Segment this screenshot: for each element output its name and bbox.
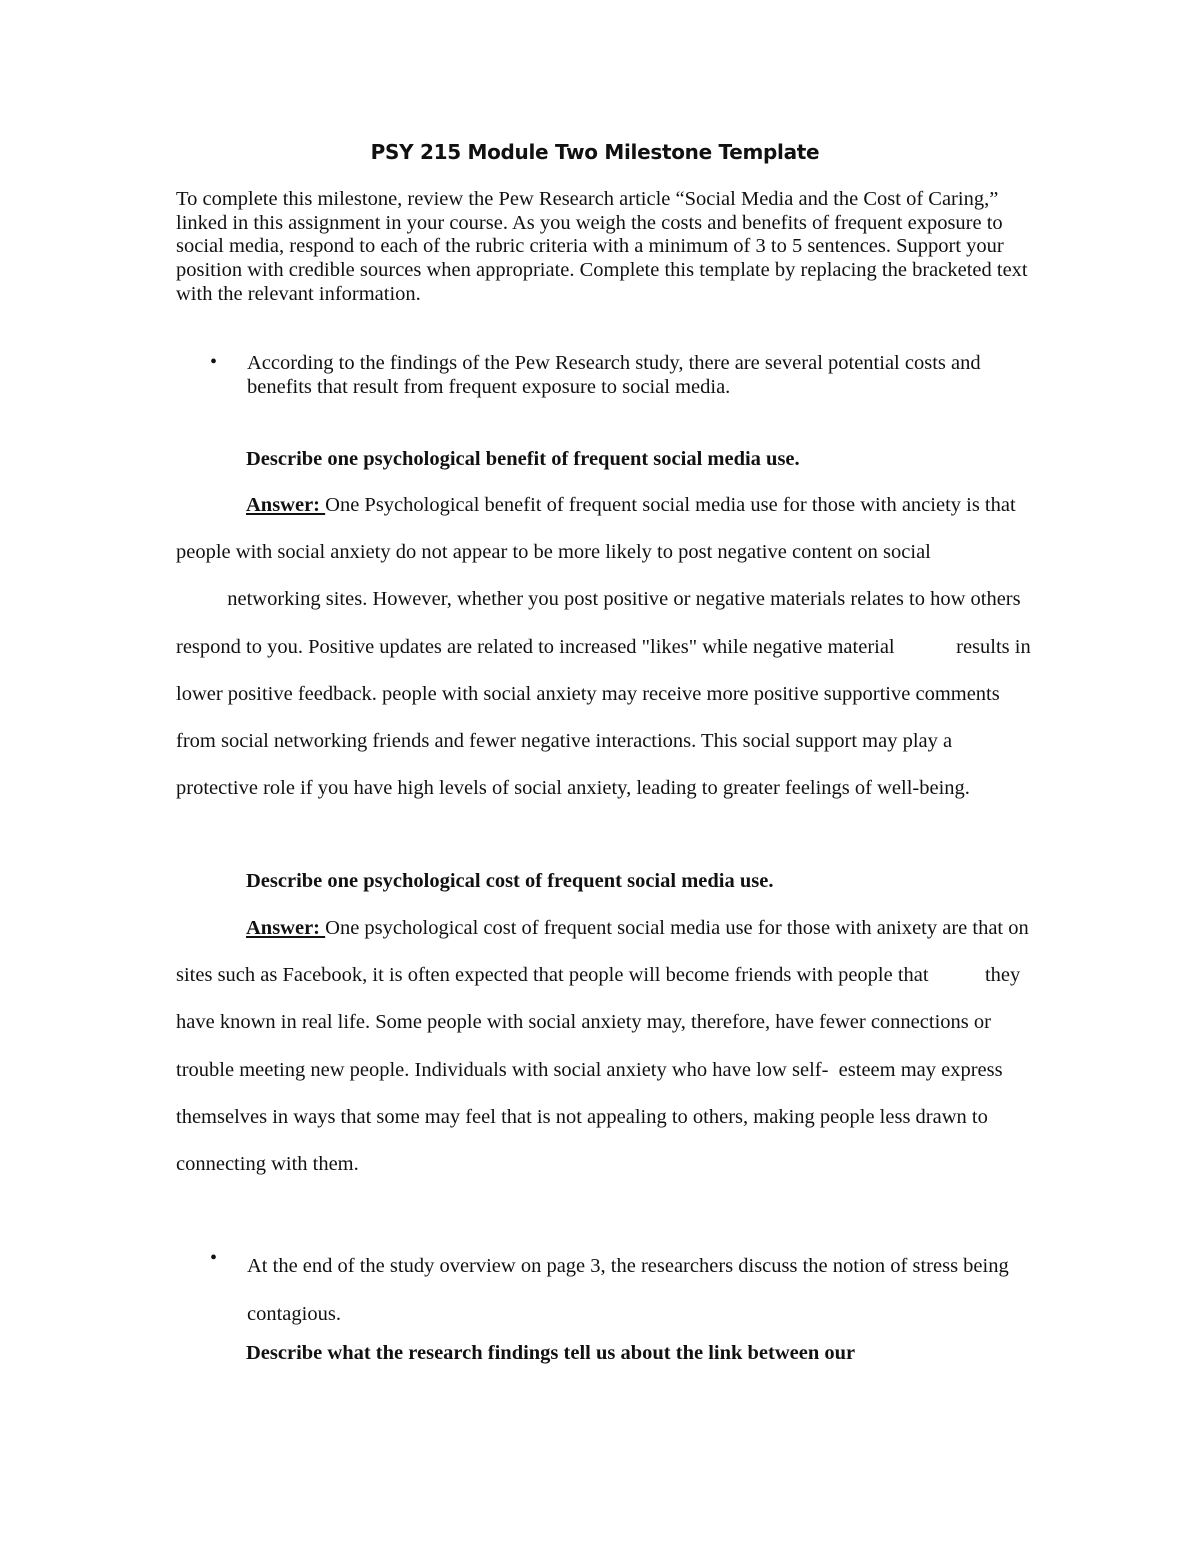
answer-paragraph — [176, 482, 1036, 812]
answer-paragraph — [176, 905, 1036, 1188]
question-heading: Describe what the research findings tell us about the link between our — [246, 1342, 856, 1364]
intro-paragraph: To complete this milestone, review the Pew Research article “Social Media and the Cost of Caring,” linked in this assignment in your course. As you weigh the costs and benefits of frequent exposure to social media, respond to each of the rubric criteria with a minimum of 3 to 5 sentences. Support your position with credible sources when appropriate. Complete this template by replacing the bracketed text with the relevant information. — [176, 188, 1028, 305]
bullet-text: At the end of the study overview on page 3, the researchers discuss the notion of stress being contagious. — [247, 1255, 1009, 1325]
answer-text: One psychological cost of frequent social media use for those with anixety are that on sites such as Facebook, it is often expected that people will become friends with people that they have known in real life. Some people with social anxiety may, therefore, have fewer connections or trouble meeting new people. Individuals with social anxiety who have low self- esteem may express themselves in ways that some may feel that is not appealing to others, making people less drawn to connecting with them. — [176, 917, 1029, 1176]
answer-label: Answer: — [246, 917, 326, 939]
question-heading: Describe one psychological cost of frequent social media use. — [246, 870, 774, 892]
bullet-text: According to the findings of the Pew Research study, there are several potential costs and benefits that result from frequent exposure to social media. — [247, 352, 981, 398]
document-title: PSY 215 Module Two Milestone Template — [370, 140, 820, 164]
bullet-icon: • — [210, 1247, 218, 1269]
bullet-icon: • — [210, 351, 218, 373]
answer-label: Answer: — [246, 494, 326, 516]
question-heading: Describe one psychological benefit of frequent social media use. — [246, 448, 800, 470]
answer-text: One Psychological benefit of frequent social media use for those with anciety is that people with social anxiety do not appear to be more likely to post negative content on social networking sites. However, whether you post positive or negative materials relates to how others respond to you. Positive updates are related to increased "likes" while negative material results in lower positive feedback. people with social anxiety may receive more positive supportive comments from social networking friends and fewer negative interactions. This social support may play a protective role if you have high levels of social anxiety, leading to greater feelings of well-being. — [176, 494, 1031, 800]
